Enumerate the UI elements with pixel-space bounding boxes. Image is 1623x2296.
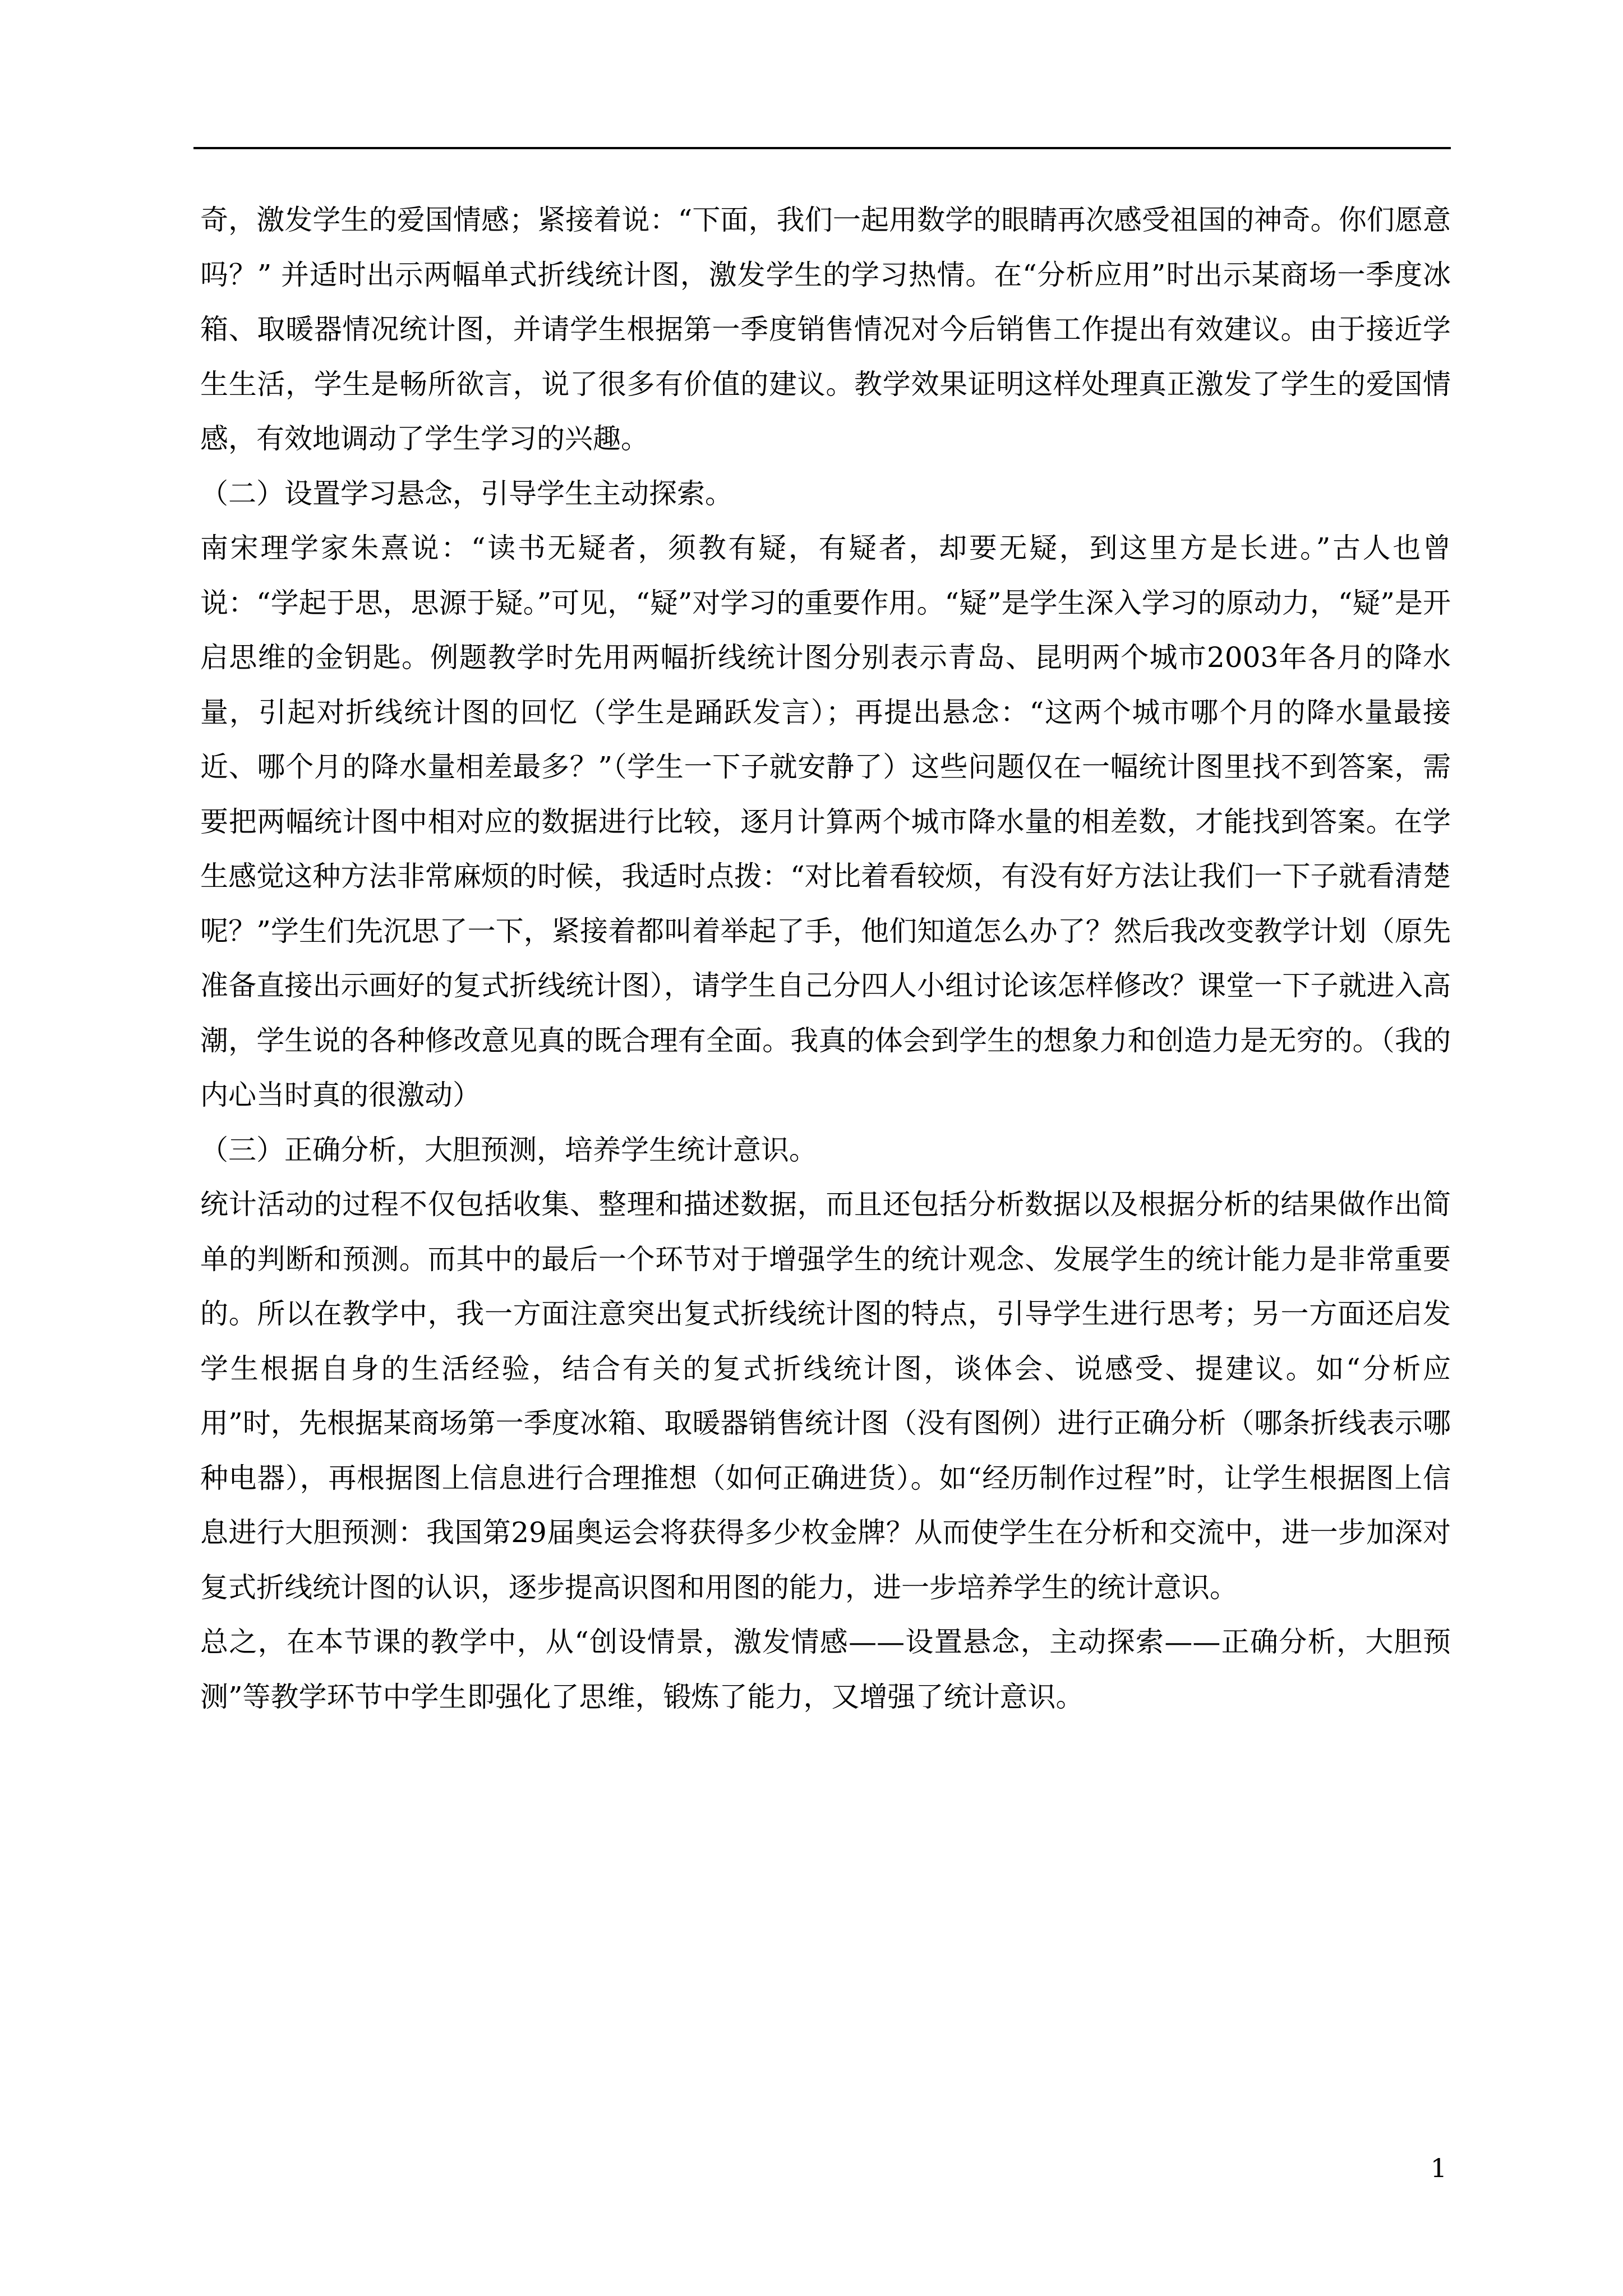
paragraph-section-3: 统计活动的过程不仅包括收集、整理和描述数据，而且还包括分析数据以及根据分析的结果做作出简单的判断和预测。而其中的最后一个环节对于增强学生的统计观念、发展学生的统计能力是非常重要的。所以在教学中，我一方面注意突出复式折线统计图的特点，引导学生进行思考；另一方面还启发学生根据自身的生活经验，结合有关的复式折线统计图，谈体会、说感受、提建议。如“分析应用”时，先根据某商场第一季度冰箱、取暖器销售统计图（没有图例）进行正确分析（哪条折线表示哪种电器），再根据图上信息进行合理推想（如何正确进货）。如“经历制作过程”时，让学生根据图上信息进行大胆预测：我国第29届奥运会将获得多少枚金牌？从而使学生在分析和交流中，进一步加深对复式折线统计图的认识，逐步提高识图和用图的能力，进一步培养学生的统计意识。 (200, 1188, 1451, 1604)
page-number: 1 (1430, 2153, 1447, 2183)
paragraph-section-2: 南宋理学家朱熹说：“读书无疑者，须教有疑，有疑者，却要无疑，到这里方是长进。”古人也曾说：“学起于思，思源于疑。”可见，“疑”对学习的重要作用。“疑”是学生深入学习的原动力，“疑”是开启思维的金钥匙。例题教学时先用两幅折线统计图分别表示青岛、昆明两个城市2003年各月的降水量，引起对折线统计图的回忆（学生是踊跃发言）；再提出悬念：“这两个城市哪个月的降水量最接近、哪个月的降水量相差最多？”（学生一下子就安静了）这些问题仅在一幅统计图里找不到答案，需要把两幅统计图中相对应的数据进行比较，逐月计算两个城市降水量的相差数，才能找到答案。在学生感觉这种方法非常麻烦的时候，我适时点拨：“对比着看较烦，有没有好方法让我们一下子就看清楚呢？”学生们先沉思了一下，紧接着都叫着举起了手，他们知道怎么办了？然后我改变教学计划（原先准备直接出示画好的复式折线统计图），请学生自己分四人小组讨论该怎样修改？课堂一下子就进入高潮，学生说的各种修改意见真的既合理有全面。我真的体会到学生的想象力和创造力是无穷的。（我的内心当时真的很激动） (200, 532, 1451, 1111)
paragraph-intro-continuation: 奇，激发学生的爱国情感；紧接着说：“下面，我们一起用数学的眼睛再次感受祖国的神奇。你们愿意吗？” 并适时出示两幅单式折线统计图，激发学生的学习热情。在“分析应用”时出示某商场一季度冰箱、取暖器情况统计图，并请学生根据第一季度销售情况对今后销售工作提出有效建议。由于接近学生生活，学生是畅所欲言，说了很多有价值的建议。教学效果证明这样处理真正激发了学生的爱国情感，有效地调动了学生学习的兴趣。 (200, 204, 1451, 455)
document-body (200, 193, 1451, 1724)
paragraph-summary: 总之，在本节课的教学中，从“创设情景，激发情感——设置悬念，主动探索——正确分析，大胆预测”等教学环节中学生即强化了思维，锻炼了能力，又增强了统计意识。 (200, 1626, 1451, 1713)
header-rule (193, 147, 1451, 149)
section-heading-2: （二）设置学习悬念，引导学生主动探索。 (200, 477, 733, 510)
section-heading-3: （三）正确分析，大胆预测，培养学生统计意识。 (200, 1133, 817, 1166)
